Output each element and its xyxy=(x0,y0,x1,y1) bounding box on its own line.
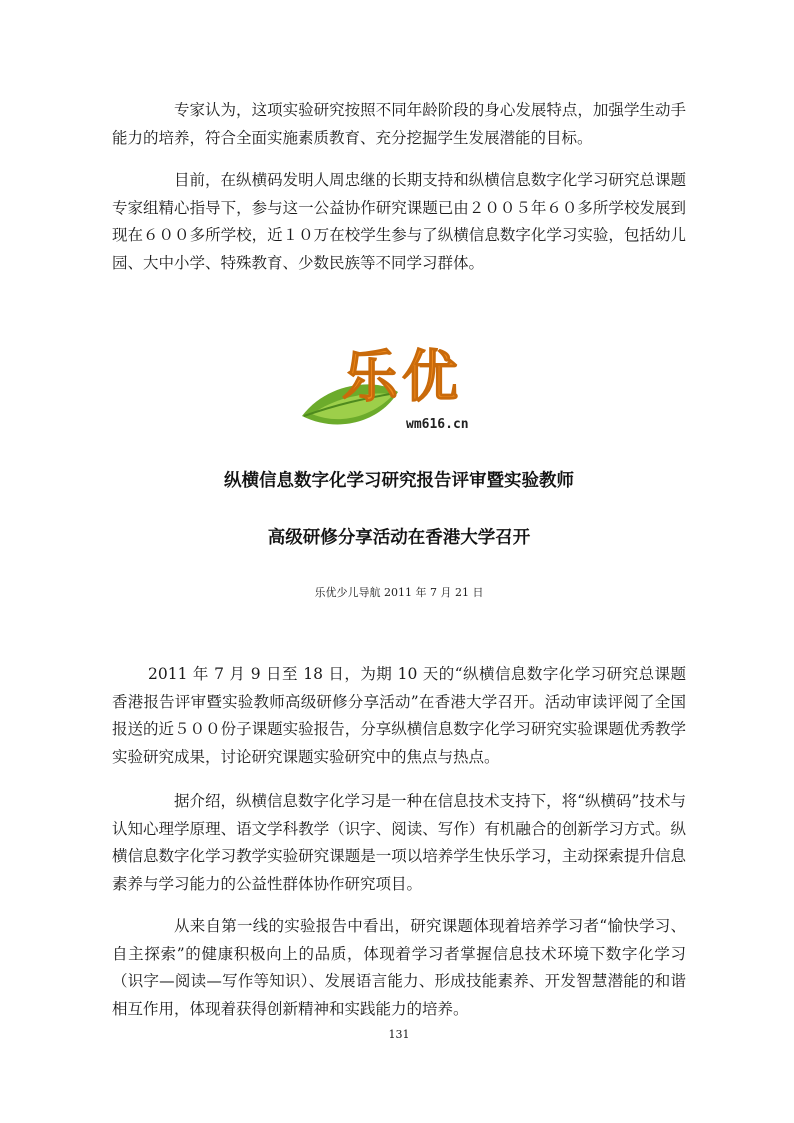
intro-paragraph-2: 目前，在纵横码发明人周忠继的长期支持和纵横信息数字化学习研究总课题专家组精心指导下，参与这一公益协作研究课题已由２００５年６０多所学校发展到现在６００多所学校，近１０万在校学生参与了纵横信息数字化学习实验，包括幼儿园、大中小学、特殊教育、少数民族等不同学习群体。 xyxy=(112,171,686,272)
article-paragraph-3: 从来自第一线的实验报告中看出，研究课题体现着培养学习者“愉快学习、自主探索”的健康积极向上的品质，体现着学习者掌握信息技术环境下数字化学习（识字—阅读—写作等知识）、发展语言能力、形成技能素养、开发智慧潜能的和谐相互作用，体现着获得创新精神和实践能力的培养。 xyxy=(112,917,686,1018)
article-paragraph-1: 2011 年 7 月 9 日至 18 日，为期 10 天的“纵横信息数字化学习研究总课题香港报告评审暨实验教师高级研修分享活动”在香港大学召开。活动审读评阅了全国报送的近５００份子课题实验报告，分享纵横信息数字化学习研究实验课题优秀教学实验研究成果，讨论研究课题实验研究中的焦点与热点。 xyxy=(112,665,686,766)
article-paragraph-2: 据介绍，纵横信息数字化学习是一种在信息技术支持下，将“纵横码”技术与认知心理学原理、语文学科教学（识字、阅读、写作）有机融合的创新学习方式。纵横信息数字化学习教学实验研究课题是一项以培养学生快乐学习，主动探索提升信息素养与学习能力的公益性群体协作研究项目。 xyxy=(112,792,686,893)
article-byline: 乐优少儿导航 2011 年 7 月 21 日 xyxy=(314,586,484,599)
page-number: 131 xyxy=(388,1028,410,1041)
article-title-line-2: 高级研修分享活动在香港大学召开 xyxy=(267,528,531,548)
logo-char-you: 优 xyxy=(402,345,458,410)
article-title-line-1: 纵横信息数字化学习研究报告评审暨实验教师 xyxy=(224,471,574,491)
logo-url: wm616.cn xyxy=(406,417,469,432)
leyou-logo xyxy=(298,338,498,438)
leaf-logo-icon xyxy=(298,338,498,438)
logo-char-le: 乐 xyxy=(342,345,398,410)
intro-paragraph-1: 专家认为，这项实验研究按照不同年龄阶段的身心发展特点，加强学生动手能力的培养，符合全面实施素质教育、充分挖掘学生发展潜能的目标。 xyxy=(112,101,686,147)
